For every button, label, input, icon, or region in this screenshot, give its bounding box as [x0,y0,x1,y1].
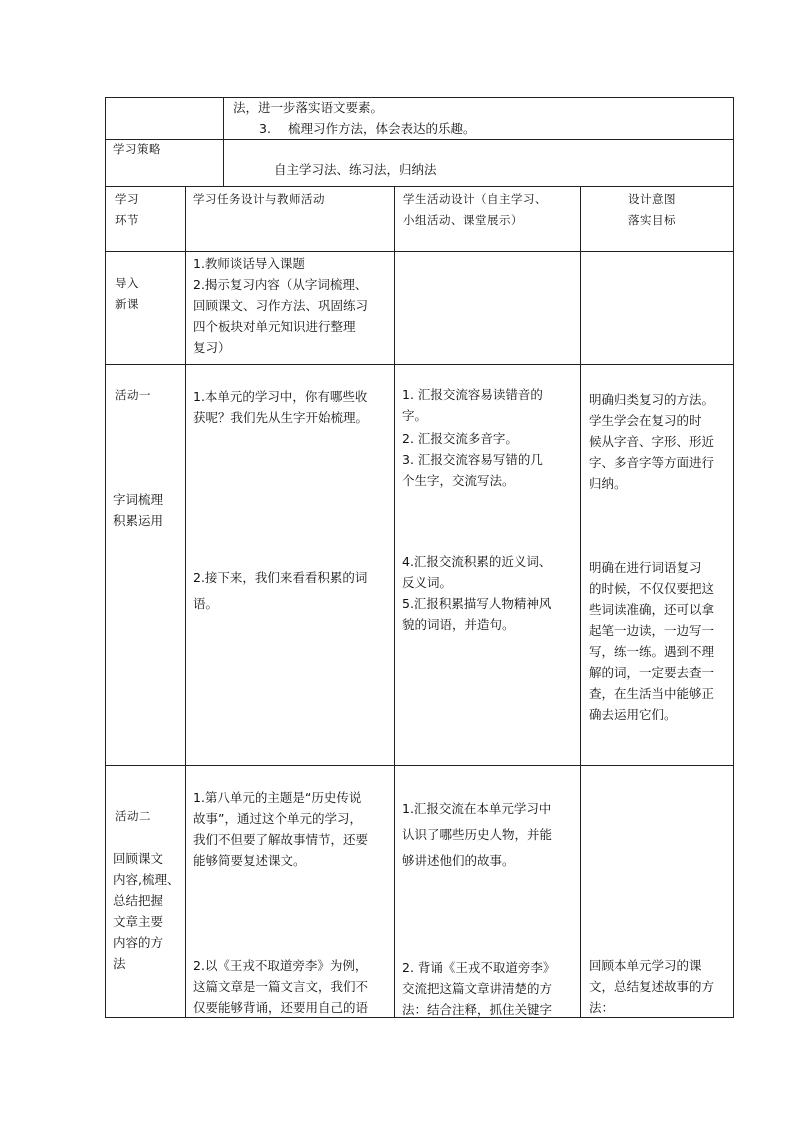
table-rule [105,139,734,140]
table-rule [185,186,186,1018]
teacher-text: 复习） [193,340,231,355]
purpose-text: 起笔一边读，一边写一 [589,623,715,638]
activity-title: 文章主要 [113,914,164,929]
student-text: 个生字，交流写法。 [402,473,515,488]
goal-text: 梳理习作方法，体会表达的乐趣。 [288,121,476,136]
table-rule [105,364,734,365]
table-rule [105,97,106,1018]
header-stage: 学习 [115,192,139,206]
teacher-text: 2.揭示复习内容（从字词梳理、 [193,277,368,292]
student-text: 5.汇报积累描写人物精神风 [402,596,552,611]
activity-title: 总结把握 [113,893,164,908]
activity-title: 内容,梳理、 [113,872,180,887]
activity-title: 内容的方 [113,935,164,950]
strategy-text: 自主学习法、练习法，归纳法 [274,162,437,177]
activity-name: 活动二 [115,809,151,823]
teacher-text: 仅要能够背诵，还要用自己的语 [193,1000,369,1015]
teacher-text: 四个板块对单元知识进行整理 [193,319,356,334]
student-text: 反义词。 [402,575,453,590]
student-text: 字。 [402,408,428,423]
table-rule [580,186,581,1018]
purpose-text: 字、多音字等方面进行 [589,455,715,470]
student-text: 法：结合注释，抓住关键字 [402,1002,553,1017]
header-student: 小组活动、课堂展示） [403,213,523,227]
header-purpose: 落实目标 [628,213,676,227]
purpose-text: 归纳。 [589,476,627,491]
teacher-text: 这篇文章是一篇文言文，我们不 [193,979,369,994]
activity-title: 法 [113,956,126,971]
purpose-text: 明确归类复习的方法。 [589,392,715,407]
student-text: 2. 汇报交流多音字。 [402,431,518,446]
purpose-text: 的时候，不仅仅要把这 [589,581,715,596]
student-text: 1.汇报交流在本单元学习中 [402,801,552,816]
purpose-text: 些词读准确，还可以拿 [589,602,715,617]
student-text: 3. 汇报交流容易写错的几 [402,452,543,467]
activity-title: 积累运用 [113,513,164,528]
header-purpose: 设计意图 [628,192,676,206]
teacher-text: 能够简要复述课文。 [193,853,306,868]
student-text: 认识了哪些历史人物，并能 [402,827,553,842]
header-stage: 环节 [115,213,139,227]
purpose-text: 回顾本单元学习的课 [589,958,702,973]
table-rule [105,765,734,766]
purpose-text: 确去运用它们。 [589,707,677,722]
purpose-text: 法： [589,1000,615,1015]
table-rule [223,97,224,186]
teacher-text: 1.第八单元的主题是“历史传说 [193,790,362,805]
student-text: 4.汇报交流积累的近义词、 [402,554,552,569]
table-rule [105,251,734,252]
goal-number: 3. [259,121,271,136]
teacher-text: 故事”，通过这个单元的学习， [193,811,362,826]
purpose-text: 候从字音、字形、形近 [589,434,715,449]
table-rule [105,97,734,98]
activity-name: 活动一 [115,388,151,402]
student-text: 够讲述他们的故事。 [402,853,515,868]
purpose-text: 写，练一练。遇到不理 [589,644,715,659]
activity-title: 字词梳理 [113,492,164,507]
goal-text: 法，进一步落实语文要素。 [233,100,384,115]
teacher-text: 获呢？我们先从生字开始梳理。 [193,410,369,425]
teacher-text: 1.本单元的学习中，你有哪些收 [193,389,368,404]
purpose-text: 查，在生活当中能够正 [589,686,715,701]
student-text: 交流把这篇文章讲清楚的方 [402,981,553,996]
stage-intro: 新课 [115,297,139,311]
teacher-text: 语。 [193,596,219,611]
activity-title: 回顾课文 [113,851,164,866]
stage-intro: 导入 [115,276,139,290]
purpose-text: 解的词，一定要去查一 [589,665,715,680]
student-text: 1. 汇报交流容易读错音的 [402,387,543,402]
teacher-text: 1.教师谈话导入课题 [193,256,305,271]
teacher-text: 我们不但要了解故事情节，还要 [193,832,369,847]
teacher-text: 回顾课文、习作方法、巩固练习 [193,298,369,313]
student-text: 2. 背诵《王戎不取道旁李》 [402,960,556,975]
lesson-plan-table [105,97,734,1018]
header-teacher: 学习任务设计与教师活动 [193,192,325,206]
purpose-text: 明确在进行词语复习 [589,560,702,575]
student-text: 貌的词语，并造句。 [402,617,515,632]
table-rule [105,186,734,187]
header-student: 学生活动设计（自主学习、 [403,192,547,206]
strategy-label: 学习策略 [113,142,161,156]
table-rule [733,97,734,1018]
teacher-text: 2.接下来，我们来看看积累的词 [193,570,368,585]
table-rule [394,186,395,1018]
purpose-text: 文，总结复述故事的方 [589,979,715,994]
purpose-text: 学生学会在复习的时 [589,413,702,428]
teacher-text: 2.以《王戎不取道旁李》为例， [193,958,368,973]
